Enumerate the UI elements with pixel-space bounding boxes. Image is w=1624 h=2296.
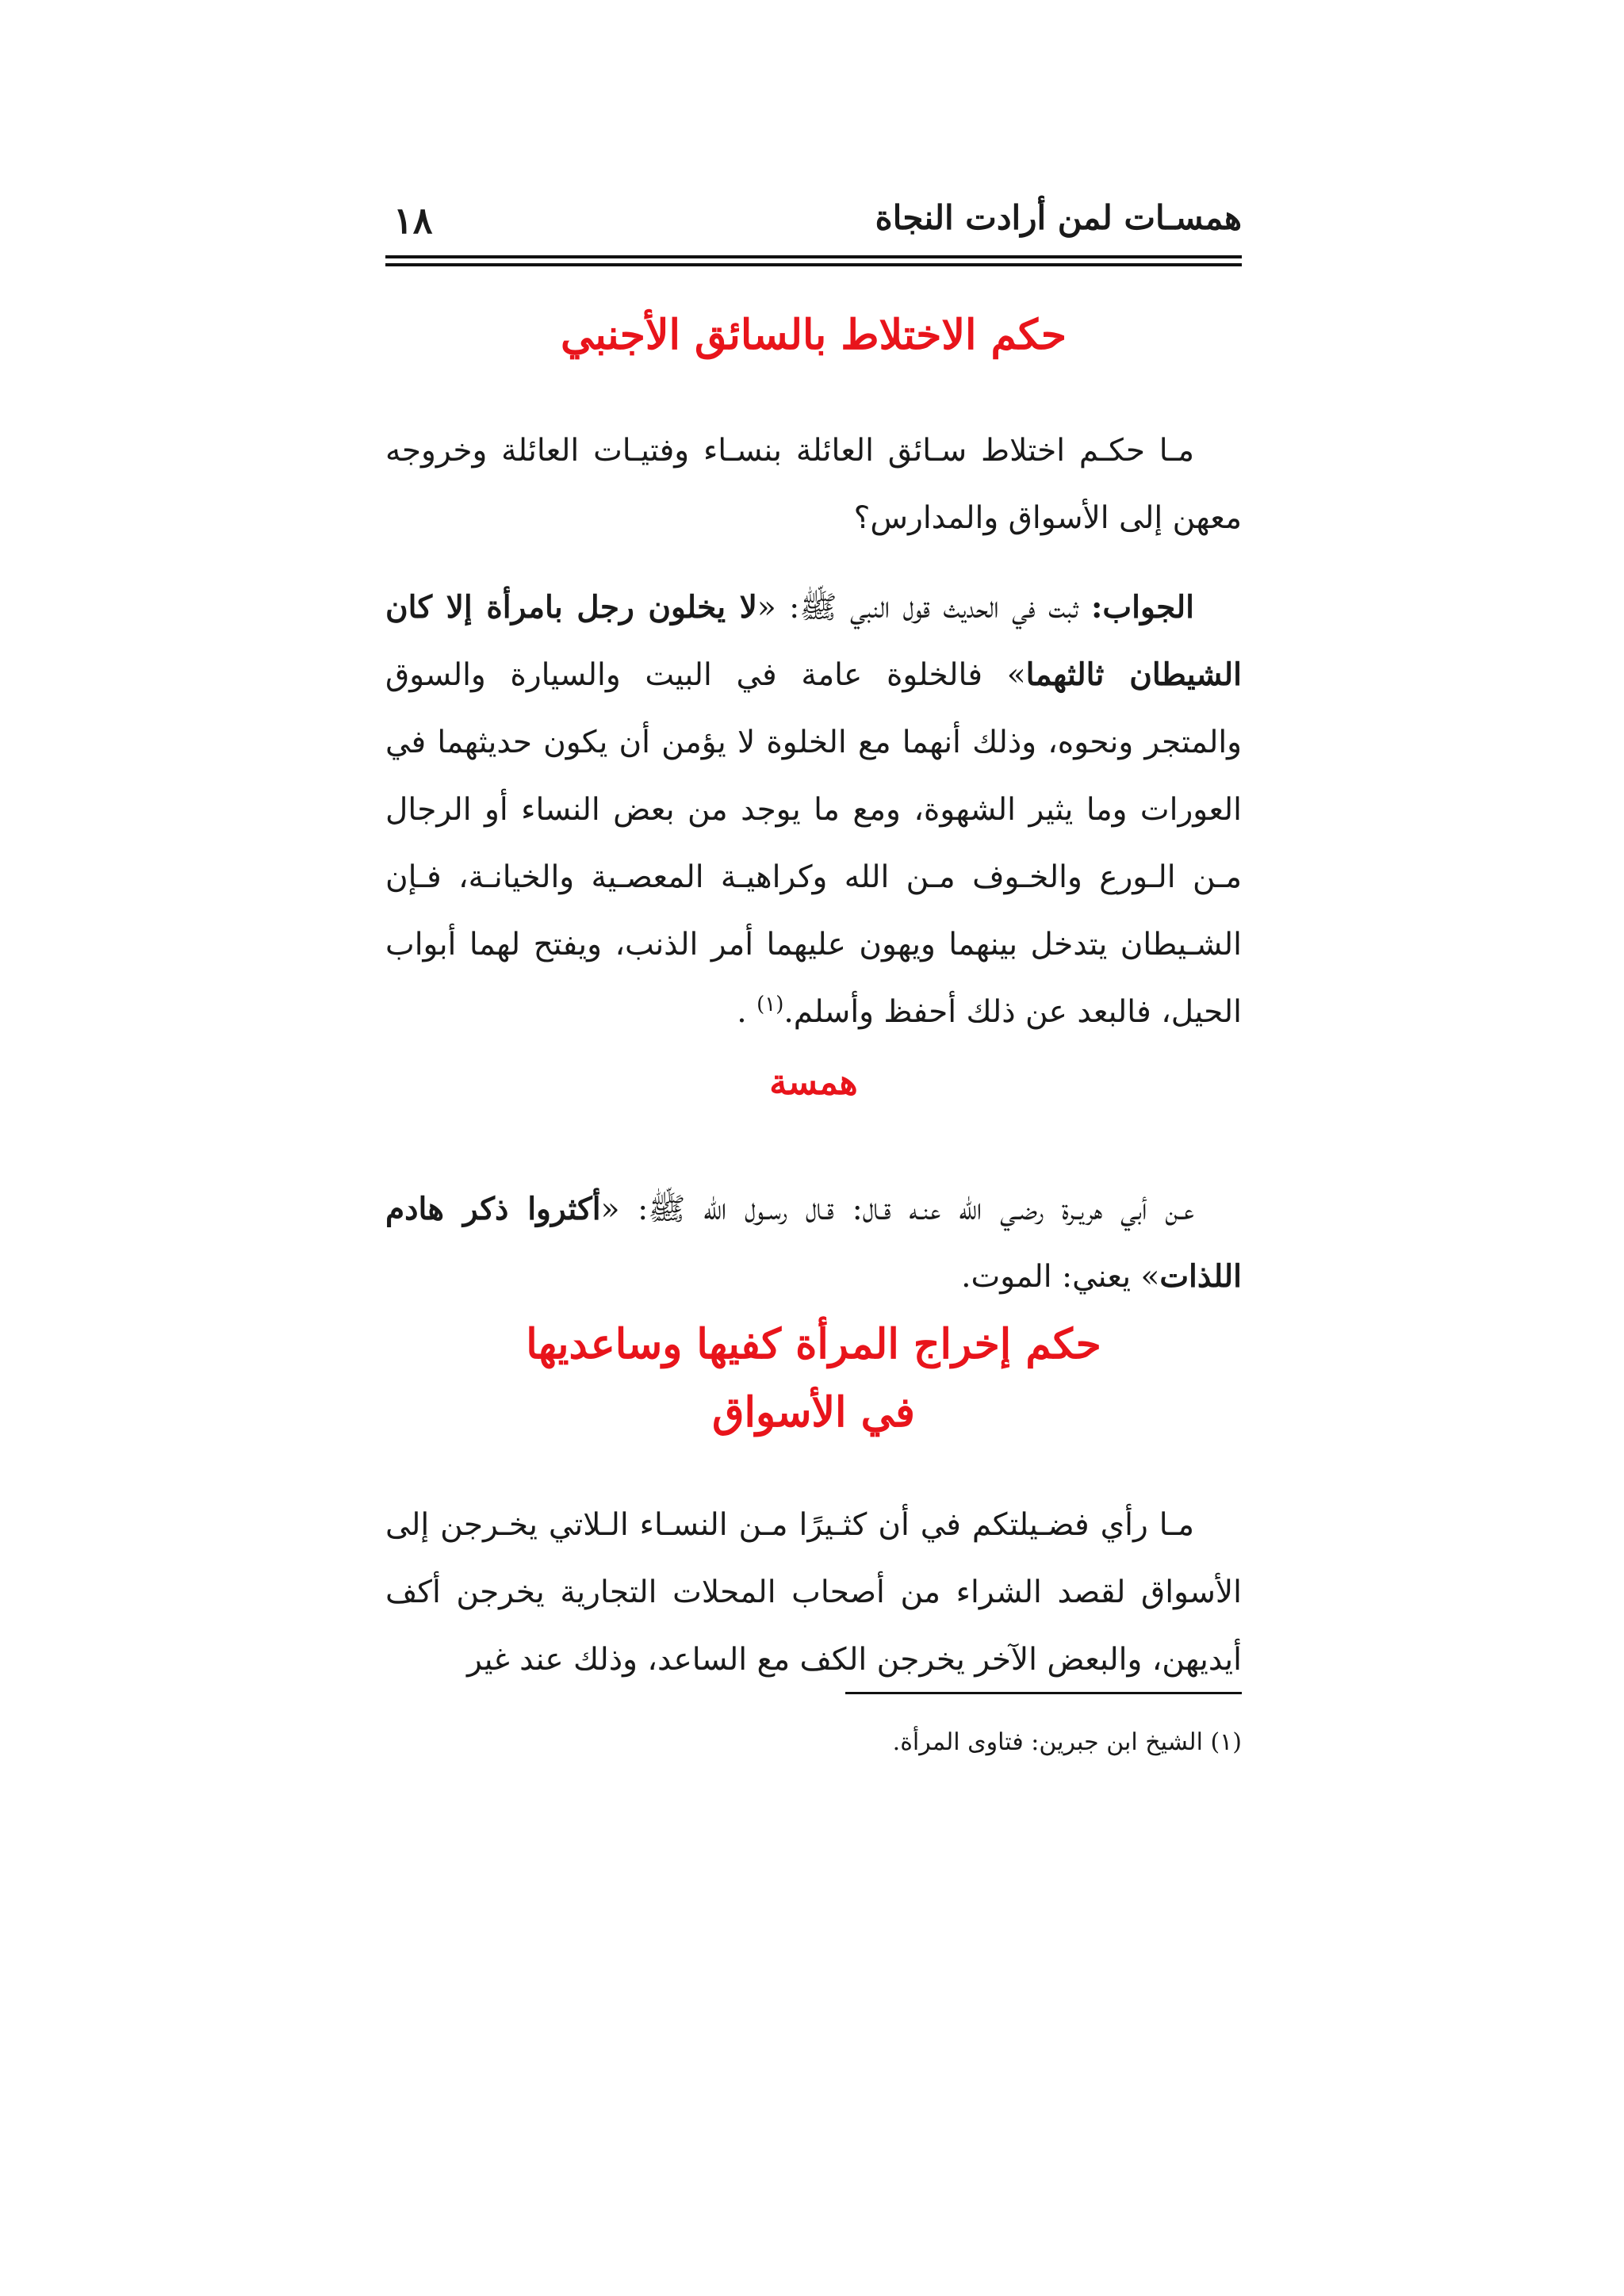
question-paragraph-driver: مـا حكـم اختلاط سـائق العائلة بنسـاء وفتيـات العائلة وخروجه معهن إلى الأسواق والمدارس؟ <box>385 433 1242 536</box>
hamsa-intro: عـن أبي هريـرة رضـي الله عنـه قـال: قـال رسـول الله ﷺ: « <box>600 1192 1194 1227</box>
running-title: همسـات لمن أرادت النجاة <box>875 198 1242 237</box>
page-number: ١٨ <box>393 199 433 242</box>
header-rule-second <box>385 263 1242 266</box>
hamsa-heading: همسة <box>769 1062 858 1103</box>
answer-end: . <box>737 994 757 1030</box>
hadith-quote: لا يخلون رجل بامرأة إلا كان الشيطان ثالثهما <box>385 589 1242 693</box>
section-heading-driver: حكم الاختلاط بالسائق الأجنبي <box>560 311 1067 359</box>
page-content <box>385 301 1242 1693</box>
answer-intro: ثبت في الحديث قول النبي ﷺ: « <box>756 590 1091 626</box>
footnote-rule <box>845 1692 1242 1694</box>
section-heading-hands-line1: حكم إخراج المرأة كفيها وساعديها <box>526 1320 1101 1368</box>
hamsa-paragraph <box>385 1176 1242 1311</box>
footnote-reference: (١) <box>756 993 784 1016</box>
question-paragraph-hands: مـا رأي فضـيلتكم في أن كثـيرًا مـن النسـاء الـلاتي يخـرجن إلى الأسواق لقصد الشراء من أصحاب المحلات التجارية يخرجن أكف أيديهن، والبعض الآخر يخرجن الكف مع الساعد، وذلك عند غير <box>385 1507 1242 1678</box>
footnote: (١) الشيخ ابن جبرين: فتاوى المرأة. <box>892 1728 1242 1756</box>
header-rule <box>385 255 1242 258</box>
answer-label: الجواب: <box>1091 589 1194 626</box>
answer-text: » فالخلوة عامة في البيت والسيارة والسوق والمتجر ونحوه، وذلك أنهما مع الخلوة لا يؤمن أن يكون حديثهما في العورات وما يثير الشهوة، ومع ما يوجد من بعض النساء أو الرجال مـن الـورع والخـوف مـن الله وكراهيـة المعصـية والخيانـة، فـإن الشـيطان يتدخل بينهما ويهون عليهما أمر الذنب، ويفتح لهما أبواب الحيل، فالبعد عن ذلك أحفظ وأسلم. <box>385 657 1242 1030</box>
answer-paragraph-driver <box>385 574 1242 1046</box>
hamsa-hadith: أكثروا ذكر هادم اللذات <box>385 1191 1242 1295</box>
page <box>385 0 1242 2296</box>
section-heading-hands-line2: في الأسواق <box>712 1388 915 1437</box>
running-header <box>385 190 1242 246</box>
hamsa-rest: » يعني: الموت. <box>961 1259 1160 1295</box>
